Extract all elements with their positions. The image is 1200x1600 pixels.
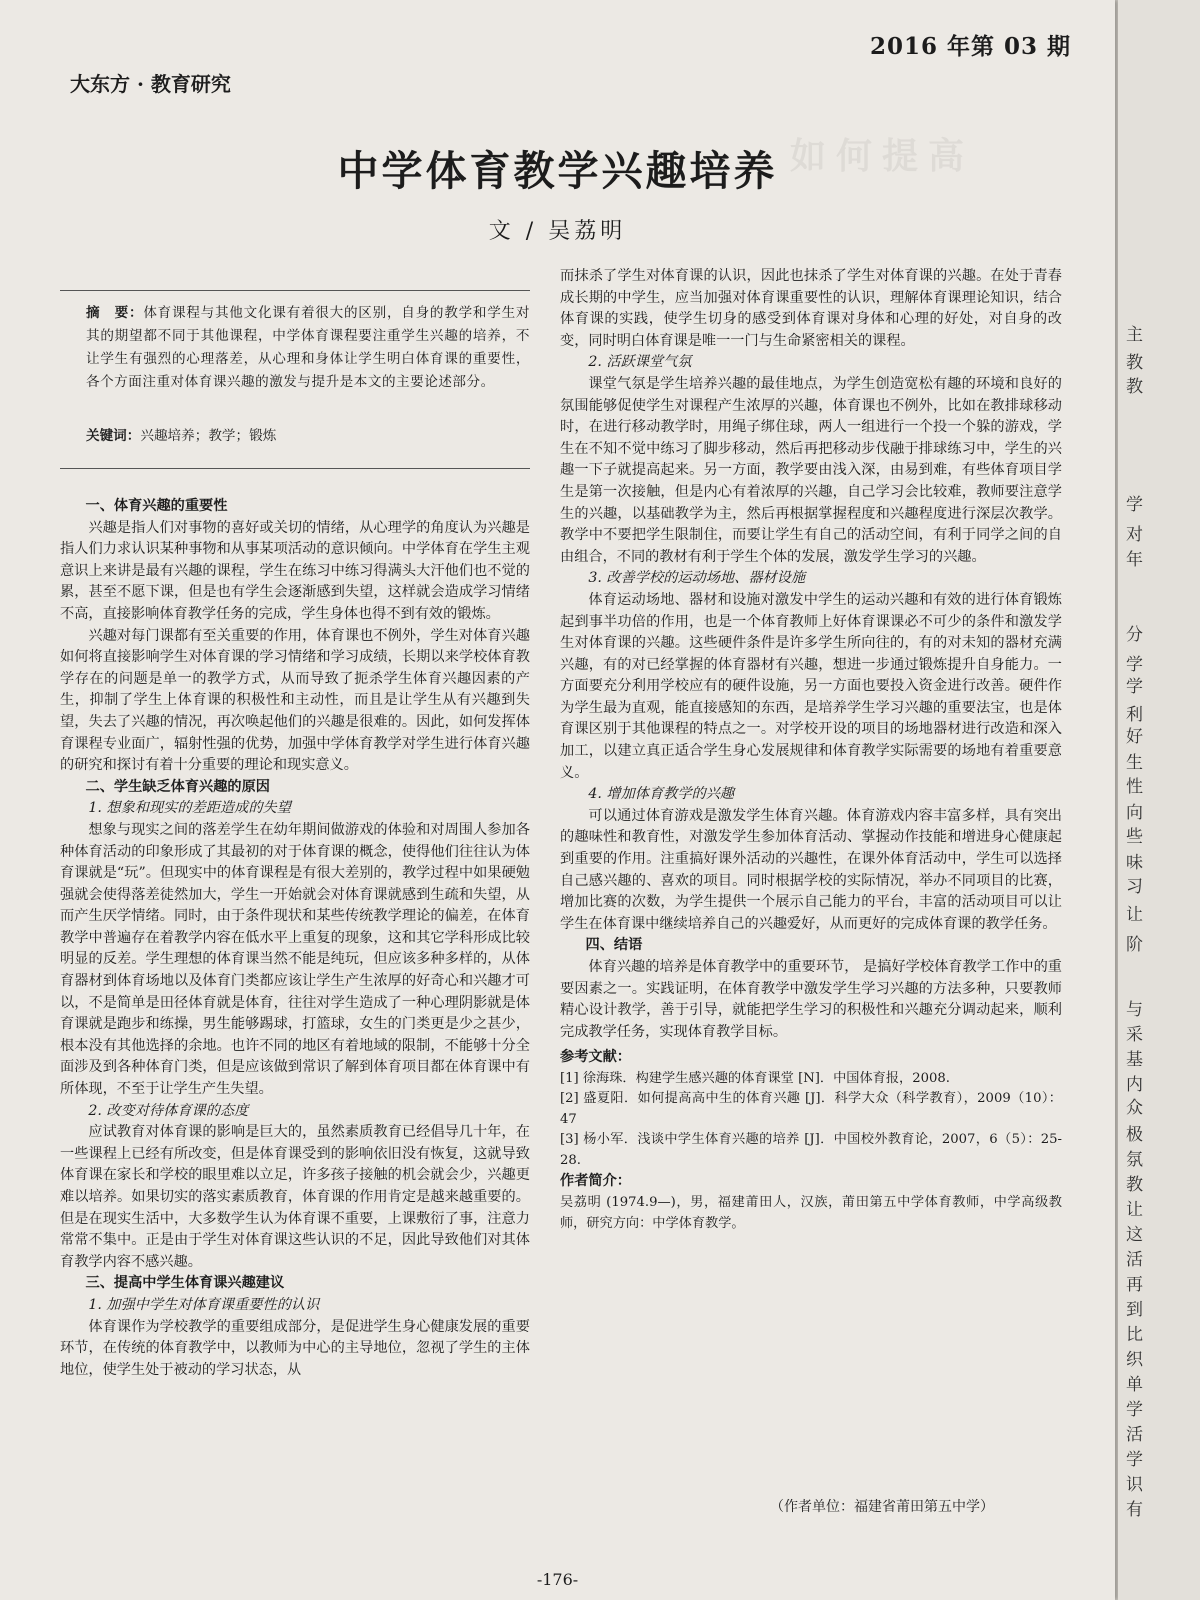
- adjacent-page-fragment: 让: [1126, 1200, 1143, 1220]
- paragraph: 兴趣对每门课都有至关重要的作用，体育课也不例外，学生对体育兴趣如何将直接影响学生对体育课的学习情绪和学习成绩，长期以来学校体育教学存在的问题是单一的教学方式，从而导致了扼杀学生体育兴趣因素的产生，抑制了学生上体育课的积极性和主动性，而且是让学生从有兴趣到失望，失去了兴趣的情况，再次唤起他们的兴趣是很难的。因此，如何发挥体育课程专业面广，辐射性强的优势，加强中学体育教学对学生进行体育兴趣的研究和探讨有着十分重要的理论和现实意义。: [60, 627, 530, 774]
- paragraph: 体育运动场地、器材和设施对激发中学生的运动兴趣和有效的进行体育锻炼起到事半功倍的作用，也是一个体育教师上好体育课课必不可少的条件和激发学生对体育课的兴趣。这些硬件条件是许多学生所向往的，有的对未知的器材充满兴趣，有的对已经掌握的体育器材有兴趣，想进一步通过锻炼提升自身能力。一方面要充分利用学校应有的硬件设施，另一方面也要投入资金进行改善。硬件作为学生最为直观，能直接感知的东西，是培养学生学习兴趣的重要法宝，也是体育课区别于其他课程的特点之一。对学校开设的项目的场地器材进行改造和深入加工，以建立真正适合学生身心发展规律和体育教学实际需要的场地有着重要意义。: [560, 591, 1062, 781]
- article-title: 中学体育教学兴趣培养: [337, 147, 778, 195]
- reference-item: [1] 徐海珠．构建学生感兴趣的体育课堂 [N]．中国体育报，2008.: [560, 1070, 950, 1086]
- adjacent-page-fragment: 有: [1126, 1500, 1143, 1520]
- adjacent-page-fragment: 基: [1126, 1050, 1143, 1070]
- adjacent-page-fragment: 利: [1126, 705, 1143, 725]
- right-column: [560, 266, 1062, 1234]
- subsection-title: 1. 加强中学生对体育课重要性的认识: [88, 1296, 320, 1313]
- adjacent-page-fragment: 好: [1126, 727, 1143, 747]
- adjacent-page-fragment: 与: [1126, 1000, 1143, 1020]
- adjacent-page-fragment: 学: [1126, 495, 1143, 515]
- adjacent-page-fragment: 生: [1126, 753, 1143, 773]
- paragraph: 课堂气氛是学生培养兴趣的最佳地点，为学生创造宽松有趣的环境和良好的氛围能够促使学生对课程产生浓厚的兴趣，体育课也不例外，比如在教排球移动时，在进行移动教学时，用绳子绑住球，两人一组进行一个投一个躲的游戏，学生在不知不觉中练习了脚步移动，然后再把移动步伐融于排球练习中，学生的兴趣一下子就提高起来。另一方面，教学要由浅入深，由易到难，有些体育项目学生是第一次接触，但是内心有着浓厚的兴趣，自己学习会比较难，教师要注意学生的兴趣，以基础教学为主，然后再根据掌握程度和兴趣程度进行深层次教学。教学中不要把学生限制住，而要让学生有自己的活动空间，有利于同学之间的自由组合，不同的教材有利于学生个体的发展，激发学生学习的兴趣。: [560, 375, 1062, 565]
- adjacent-page-fragment: 识: [1126, 1475, 1143, 1495]
- subsection-title: 1. 想象和现实的差距造成的失望: [88, 800, 291, 817]
- subsection-title: 2. 改变对待体育课的态度: [88, 1102, 249, 1119]
- adjacent-page-fragment: 让: [1126, 905, 1143, 925]
- adjacent-page-fragment: 教: [1126, 377, 1143, 397]
- adjacent-page-fragment: 比: [1126, 1325, 1143, 1345]
- author-bio-title: 作者简介：: [560, 1173, 631, 1190]
- issue-label: 2016 年第 03 期: [870, 33, 1072, 60]
- adjacent-page-fragment: 教: [1126, 353, 1143, 373]
- adjacent-page-fragment: 学: [1126, 1400, 1143, 1420]
- adjacent-page-fragment: 学: [1126, 655, 1143, 675]
- subsection-title: 3. 改善学校的运动场地、器材设施: [588, 570, 806, 587]
- adjacent-page-fragment: 内: [1126, 1075, 1143, 1095]
- author-bio: 吴荔明 (1974.9—)，男，福建莆田人，汉族，莆田第五中学体育教师，中学高级教师，研究方向：中学体育教学。: [560, 1195, 1062, 1231]
- paragraph: 应试教育对体育课的影响是巨大的，虽然素质教育已经倡导几十年，在一些课程上已经有所改变，但是体育课受到的影响依旧没有恢复，这就导致体育课在家长和学校的眼里难以立足，许多孩子接触的机会就会少，兴趣更难以培养。如果切实的落实素质教育，体育课的作用肯定是越来越重要的。但是在现实生活中，大多数学生认为体育课不重要，上课敷衍了事，注意力常常不集中。正是由于学生对体育课这些认识的不足，因此导致他们对其体育教学内容不感兴趣。: [60, 1124, 530, 1270]
- keywords-label: 关键词：: [86, 428, 141, 444]
- subsection-title: 4. 增加体育教学的兴趣: [588, 786, 735, 803]
- paragraph: 想象与现实之间的落差学生在幼年期间做游戏的体验和对周围人参加各种体育活动的印象形成了其最初的对于体育课的概念，使得他们往往认为体育课就是“玩”。但现实中的体育课程是有很大差别的，教学过程中如果硬勉强就会使得落差徒然加大，学生一开始就会对体育课就感到生疏和失望，从而产生厌学情绪。同时，由于条件现状和某些传统教学理论的偏差，在体育教学中普遍存在着教学内容在低水平上重复的现象，这和其它学科形成比较明显的反差。学生理想的体育课当然不能是纯玩，但应该多种多样的，从体育器材到体育场地以及体育门类都应该让学生产生浓厚的好奇心和兴趣才可以，不是简单是田径体育就是体育，往往对学生造成了一种心理阴影就是体育课就是跑步和练操，男生能够踢球，打篮球，女生的门类更是少之甚少，根本没有其他选择的余地。也许不同的地区有着地域的限制，不能够十分全面涉及到各种体育门类，但是应该做到常识了解到体育项目都在体育课中有所体现，不至于让学生产生失望。: [60, 821, 530, 1098]
- adjacent-page-fragment: 教: [1126, 1175, 1143, 1195]
- adjacent-page-fragment: 分: [1126, 625, 1143, 645]
- adjacent-page-fragment: 极: [1126, 1125, 1143, 1145]
- references-title: 参考文献：: [560, 1049, 631, 1066]
- keywords-text: 兴趣培养；教学；锻炼: [140, 428, 277, 444]
- adjacent-page-fragment: 学: [1126, 677, 1143, 697]
- journal-name: 大东方 · 教育研究: [70, 72, 231, 96]
- section-3-title: 三、提高中学生体育课兴趣建议: [85, 1275, 285, 1292]
- reference-item: [2] 盛夏阳．如何提高高中生的体育兴趣 [J]．科学大众（科学教育），2009（10）：47: [560, 1091, 1062, 1127]
- abstract-label: 摘 要：: [86, 305, 144, 321]
- adjacent-page-fragment: 年: [1126, 550, 1143, 570]
- keywords: [86, 426, 530, 446]
- adjacent-page-fragment: 到: [1126, 1300, 1143, 1320]
- paragraph: 体育课作为学校教学的重要组成部分，是促进学生身心健康发展的重要环节，在传统的体育教学中，以教师为中心的主导地位，忽视了学生的主体地位，使学生处于被动的学习状态，从: [60, 1318, 530, 1378]
- adjacent-page-fragment: 活: [1126, 1250, 1143, 1270]
- adjacent-page-fragment: 对: [1126, 525, 1143, 545]
- adjacent-page-fragment: 习: [1126, 877, 1143, 897]
- adjacent-page-fragment: 织: [1126, 1350, 1143, 1370]
- article-author: 文 / 吴荔明: [488, 219, 627, 244]
- adjacent-page-fragment: 些: [1126, 827, 1143, 847]
- adjacent-page-fragment: 再: [1126, 1275, 1143, 1295]
- divider-bottom: [60, 468, 530, 469]
- adjacent-page-fragment: 主: [1126, 325, 1143, 345]
- section-4-title: 四、结语: [585, 937, 643, 954]
- left-column: [60, 496, 530, 1381]
- paragraph: 兴趣是指人们对事物的喜好或关切的情绪，从心理学的角度认为兴趣是指人们力求认识某种事物和从事某项活动的意识倾向。中学体育在学生主观意识上来讲是最有兴趣的课程，学生在练习中练习得满头大汗他们也不觉的累，甚至不愿下课，但是也有学生会逐渐感到失望，这样就会造成学习情绪不高，直接影响体育教学任务的完成，学生身体也得不到有效的锻炼。: [60, 519, 530, 622]
- reference-item: [3] 杨小军．浅谈中学生体育兴趣的培养 [J]．中国校外教育论，2007，6（5）：25-28.: [560, 1132, 1062, 1168]
- abstract: [86, 302, 530, 394]
- bleed-through-text: 如何提高: [790, 135, 975, 177]
- adjacent-page-fragment: 向: [1126, 803, 1143, 823]
- adjacent-page-fragment: 学: [1126, 1450, 1143, 1470]
- adjacent-page-fragment: 性: [1126, 777, 1143, 797]
- paragraph: 而抹杀了学生对体育课的认识，因此也抹杀了学生对体育课的兴趣。在处于青春成长期的中学生，应当加强对体育课重要性的认识，理解体育课理论知识，结合体育课的实践，使学生切身的感受到体育课对身体和心理的好处，对自身的改变，同时明白体育课是唯一一门与生命紧密相关的课程。: [560, 268, 1062, 349]
- section-2-title: 二、学生缺乏体育兴趣的原因: [85, 778, 270, 795]
- adjacent-page-fragment: 单: [1126, 1375, 1143, 1395]
- page-number: -176-: [536, 1570, 579, 1589]
- adjacent-page-fragment: 阶: [1126, 935, 1143, 955]
- abstract-text: 体育课程与其他文化课有着很大的区别，自身的教学和学生对其的期望都不同于其他课程，中学体育课程要注重学生兴趣的培养，不让学生有强烈的心理落差，从心理和身体让学生明白体育课的重要性，各个方面注重对体育课兴趣的激发与提升是本文的主要论述部分。: [86, 305, 531, 390]
- divider-top: [60, 290, 530, 291]
- author-unit: （作者单位：福建省莆田第五中学）: [770, 1499, 994, 1515]
- section-1-title: 一、体育兴趣的重要性: [85, 498, 228, 514]
- adjacent-page-fragment: 这: [1126, 1225, 1143, 1245]
- adjacent-page-fragment: 采: [1126, 1025, 1143, 1045]
- paragraph: 可以通过体育游戏是激发学生体育兴趣。体育游戏内容丰富多样，具有突出的趣味性和教育性，对激发学生参加体育活动、掌握动作技能和增进身心健康起到重要的作用。注重搞好课外活动的兴趣性，在课外体育活动中，学生可以选择自己感兴趣的、喜欢的项目。同时根据学校的实际情况，举办不同项目的比赛，增加比赛的次数，为学生提供一个展示自己能力的平台，丰富的活动项目可以让学生在体育课中继续培养自己的兴趣爱好，从而更好的完成体育课的教学任务。: [560, 807, 1062, 932]
- adjacent-page-fragment: 氛: [1126, 1150, 1143, 1170]
- paragraph: 体育兴趣的培养是体育教学中的重要环节， 是搞好学校体育教学工作中的重要因素之一。实践证明，在体育教学中激发学生学习兴趣的方法多种，只要教师精心设计教学，善于引导，就能把学生学习的积极性和兴趣充分调动起来，顺利完成教学任务，实现体育教学目标。: [560, 959, 1062, 1040]
- subsection-title: 2. 活跃课堂气氛: [588, 354, 692, 371]
- adjacent-page-fragment: 活: [1126, 1425, 1143, 1445]
- adjacent-page-fragment: 味: [1126, 853, 1143, 873]
- adjacent-page-fragment: 众: [1126, 1098, 1143, 1118]
- adjacent-page-edge: [1118, 0, 1200, 1600]
